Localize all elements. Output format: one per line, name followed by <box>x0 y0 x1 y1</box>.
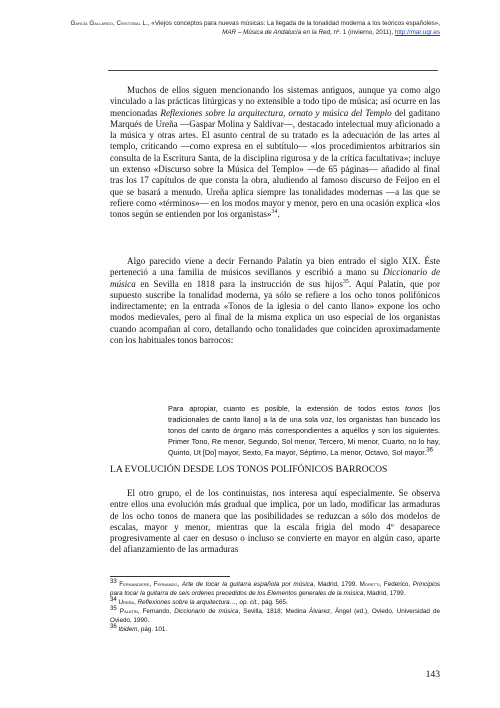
footnote-author: Palatín <box>119 608 138 616</box>
footnote-34 <box>110 598 440 607</box>
header-issue: , nº. 1 (invierno, 2011), <box>330 29 395 37</box>
footnote-36 <box>110 625 440 634</box>
footnote-author: Fernandiere, Fernando <box>119 581 178 588</box>
paragraph-1 <box>110 85 440 221</box>
footnote-work-title: Reflexiones sobre la arquitectura…, op. cit. <box>137 599 259 607</box>
running-header <box>60 19 440 37</box>
footnote-work-title: Arte de tocar la guitarra española por música <box>181 581 314 588</box>
footnote-text: , Madrid, 1799. <box>363 590 406 598</box>
paragraph-1-text: Muchos de ellos siguen mencionando los sistemas antiguos, aunque ya como algo vinculado a las prácticas litúrgicas y no extensible a todo tipo de música; así ocurre en las mencionadas <box>110 85 440 118</box>
quote-text: Para apropiar, cuanto es posible, la extensión de todos estos <box>168 404 405 413</box>
paragraph-1-text-cont: del gaditano Marqués de Ureña —Gaspar Molina y Saldívar—, destacado intelectual muy aficionado a la música y otras artes. El asunto central de su tratado es la adecuación de las artes al templo, criticando —como expresa en el subtítulo— «los procedimientos arbitrarios sin consulta de la Escritura Santa, de la disciplina rigurosa y de la crítica facultativa»; incluye un extenso «Discurso sobre la Música del Templo» —de 65 páginas— añadido al final tras los 17 capítulos de que consta la obra, aludiendo al famoso discurso de Feijoo en el que se basará a menudo. Ureña aplica siempre las tonalidades modernas —a las que se refiere como «términos»— en los modos mayor y menor, pero en una ocasión explica «los tonos según se entienden por los organistas» <box>110 107 440 220</box>
footnote-author: Ureña <box>118 599 135 607</box>
quote-italic-word: tonos <box>404 404 423 413</box>
paragraph-1-work-title: Reflexiones sobre la arquitectura, ornato y música del Templo <box>160 107 392 118</box>
footnote-text: , Madrid, 1799. <box>313 581 360 588</box>
header-article-title: , «Viejos conceptos para nuevas músicas: La llegada de la tonalidad moderna a los teóricos españoles», <box>147 20 440 27</box>
footnote-text: , Federico, <box>379 581 413 588</box>
paragraph-2 <box>110 256 440 346</box>
footnote-work-title: Diccionario de música <box>174 608 239 616</box>
paragraph-2-work-title: Diccionario de música <box>110 267 440 289</box>
section-title: LA EVOLUCIÓN DESDE LOS TONOS POLIFÓNICOS BARROCOS <box>110 464 388 475</box>
footnote-number: 33 <box>110 578 117 585</box>
header-journal: MAR – Música de Andalucía en la Red <box>222 29 330 37</box>
footnote-text: , pág. 565. <box>258 599 288 607</box>
footnote-text: , Sevilla, 1818; Medina Álvarez, Ángel (ed.), Oviedo, Universidad de Oviedo, 1990. <box>110 608 440 625</box>
paragraph-2-text-cont: en Sevilla en 1818 para la instrucción de sus hijos <box>135 278 343 289</box>
paragraph-2-text-end: . Aquí Palatín, que por supuesto suscribe la tonalidad moderna, ya sólo se refiere a los ocho tonos polifónicos indirectamente; en la entrada «Tonos de la iglesia o del canto llano» expone los ocho modos medievales, pero al final de la misma explica un uso especial de los organistas cuando acompañan al coro, detallando ocho tonalidades que coinciden aproximadamente con los habituales tonos barrocos: <box>110 278 440 346</box>
footnote-33 <box>110 580 440 598</box>
footnote-number: 36 <box>110 624 117 631</box>
header-author: García Gallardo, Cristóbal L. <box>70 20 148 27</box>
footnote-author: Moretti <box>359 581 380 588</box>
footnote-text: , <box>134 599 138 607</box>
quote-text-cont: [los tradicionales de canto llano] a la de una sola voz, los organistas han buscado los tonos del canto de órgano más correspondientes a aquéllos y son los siguientes. Primer Tono, Re menor, Segundo, Sol menor, Tercero, Mi menor, Cuarto, no lo hay, Quinto, Ut [Do] mayor, Sexto, Fa mayor, Séptimo, La menor, Octavo, Sol mayor. <box>168 404 441 457</box>
page-number: 143 <box>425 669 440 680</box>
footnote-text: , pág. 101. <box>137 626 168 634</box>
footnote-work-title: Principios para tocar la guitarra de seis ordenes precedidos de los Elementos generales de la música <box>110 581 441 598</box>
footnote-35 <box>110 607 440 625</box>
paragraph-1-text-end: . <box>277 209 280 220</box>
footnote-divider <box>110 576 230 577</box>
footnote-number: 34 <box>110 597 117 604</box>
paragraph-2-text: Algo parecido viene a decir Fernando Palatín ya bien entrado el siglo XIX. Éste perteneció a una familia de músicos sevillanos y escribió a mano su <box>110 256 440 278</box>
footnote-ref-36[interactable]: 36 <box>426 447 434 454</box>
footnotes <box>110 580 440 635</box>
footnote-number: 35 <box>110 606 117 613</box>
header-divider <box>108 70 438 71</box>
header-url-link[interactable]: http://mar.ugr.es <box>394 29 440 37</box>
footnote-text: , <box>177 581 182 588</box>
paragraph-3: El otro grupo, el de los continuistas, nos interesa aquí especialmente. Se observa entre ellos una evolución más gradual que implica, por un lado, modificar las armaduras de los ocho tonos de manera que las posibilidades se reduzcan a sólo dos modelos de escalas, mayor y menor, mientras que la escala frigia del modo 4º desaparece progresivamente al caer en desuso o incluso se convierte en mayor en algún caso, aparte del afianzamiento de las armaduras <box>110 488 440 555</box>
footnote-work-title: Ibidem <box>118 626 138 634</box>
footnote-text: , Fernando, <box>137 608 175 616</box>
footnote-ref-34[interactable]: 34 <box>271 209 278 216</box>
block-quote <box>168 404 440 459</box>
footnote-ref-35[interactable]: 35 <box>342 278 349 285</box>
